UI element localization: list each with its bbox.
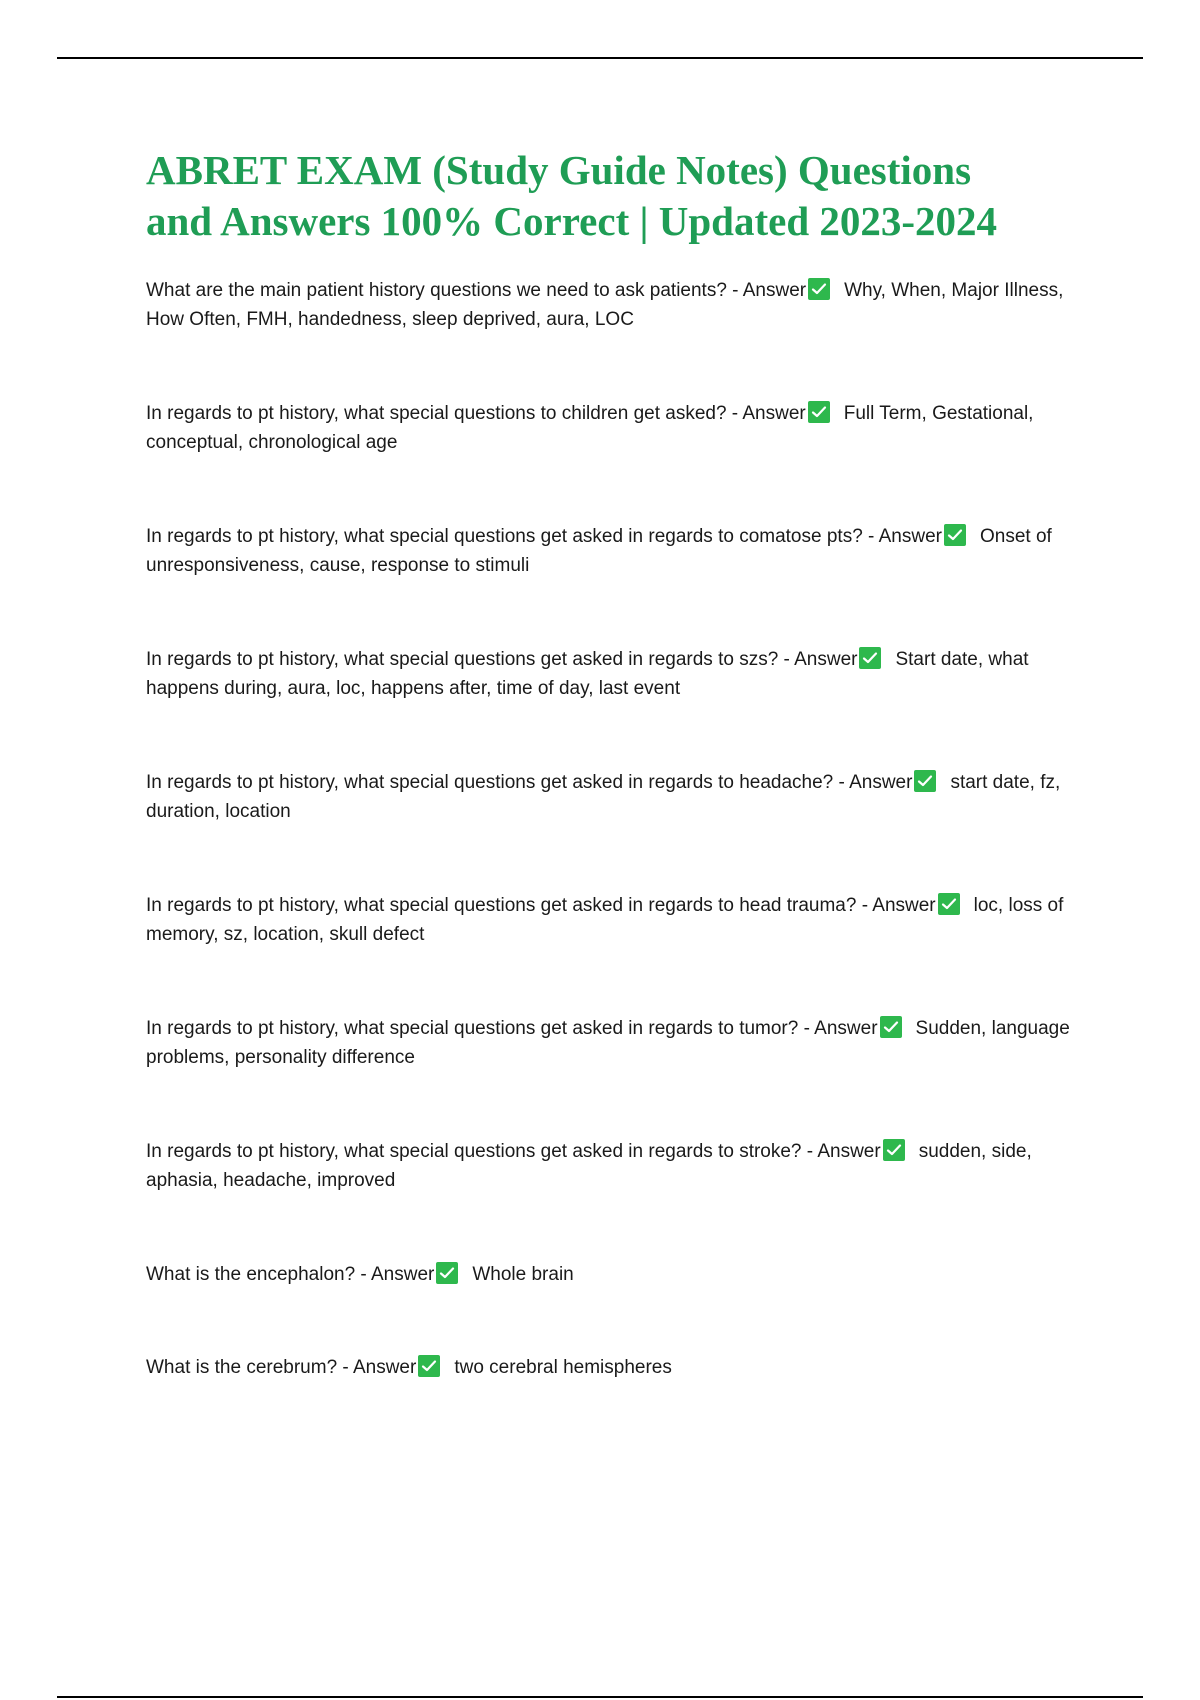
answer-text: Why, When, Major Illness, How Often, FMH, handedness, sleep deprived, aura, LOC xyxy=(146,280,1064,330)
check-icon xyxy=(808,278,830,300)
check-icon xyxy=(880,1016,902,1038)
page-title: ABRET EXAM (Study Guide Notes) Questions and Answers 100% Correct | Updated 2023-2024 xyxy=(146,147,998,244)
answer-label: Answer xyxy=(370,1264,435,1285)
answer-label: Answer xyxy=(814,1018,878,1039)
answer-text: sudden, side, aphasia, headache, improved xyxy=(146,1141,1032,1191)
check-icon xyxy=(859,647,881,669)
question-text: In regards to pt history, what special questions get asked in regards to tumor? - xyxy=(146,1018,815,1039)
qa-list xyxy=(146,276,1091,1446)
check-icon xyxy=(418,1355,440,1377)
qa-item-5 xyxy=(146,768,1091,826)
question-text: In regards to pt history, what special questions get asked in regards to headache? - xyxy=(146,772,850,793)
qa-item-10 xyxy=(146,1353,1091,1382)
top-divider xyxy=(57,57,1143,59)
question-text: What is the cerebrum? - xyxy=(146,1357,353,1378)
answer-label: Answer xyxy=(872,895,936,916)
check-icon xyxy=(938,893,960,915)
qa-item-6 xyxy=(146,891,1091,949)
answer-label: Answer xyxy=(817,1141,881,1162)
question-text: In regards to pt history, what special questions get asked in regards to szs? - xyxy=(146,649,795,670)
question-text: In regards to pt history, what special questions to children get asked? - xyxy=(146,403,743,424)
qa-item-3 xyxy=(146,522,1091,580)
answer-text: Sudden, language problems, personality difference xyxy=(146,1018,1070,1068)
question-text: In regards to pt history, what special questions get asked in regards to comatose pts? - xyxy=(146,526,879,547)
bottom-divider xyxy=(57,1696,1143,1698)
answer-label: Answer xyxy=(849,772,913,793)
answer-label: Answer xyxy=(878,526,942,547)
qa-item-1 xyxy=(146,276,1091,334)
answer-label: Answer xyxy=(794,649,858,670)
answer-text: Whole brain xyxy=(472,1264,574,1285)
qa-item-7 xyxy=(146,1014,1091,1072)
check-icon xyxy=(914,770,936,792)
qa-item-4 xyxy=(146,645,1091,703)
answer-label: Answer xyxy=(742,280,807,301)
qa-item-8 xyxy=(146,1137,1091,1195)
answer-label: Answer xyxy=(742,403,806,424)
answer-text: Full Term, Gestational, conceptual, chronological age xyxy=(146,403,1034,453)
question-text: In regards to pt history, what special questions get asked in regards to stroke? - xyxy=(146,1141,818,1162)
answer-text: Start date, what happens during, aura, loc, happens after, time of day, last event xyxy=(146,649,1029,699)
question-text: In regards to pt history, what special questions get asked in regards to head trauma? - xyxy=(146,895,873,916)
answer-text: Onset of unresponsiveness, cause, response to stimuli xyxy=(146,526,1052,576)
question-text: What are the main patient history questions we need to ask patients? - xyxy=(146,280,743,301)
qa-item-9 xyxy=(146,1260,1091,1289)
qa-item-2 xyxy=(146,399,1091,457)
answer-text: loc, loss of memory, sz, location, skull defect xyxy=(146,895,1064,945)
check-icon xyxy=(883,1139,905,1161)
check-icon xyxy=(436,1262,458,1284)
check-icon xyxy=(944,524,966,546)
question-text: What is the encephalon? - xyxy=(146,1264,371,1285)
check-icon xyxy=(808,401,830,423)
answer-label: Answer xyxy=(352,1357,417,1378)
answer-text: two cerebral hemispheres xyxy=(454,1357,672,1378)
answer-text: start date, fz, duration, location xyxy=(146,772,1061,822)
